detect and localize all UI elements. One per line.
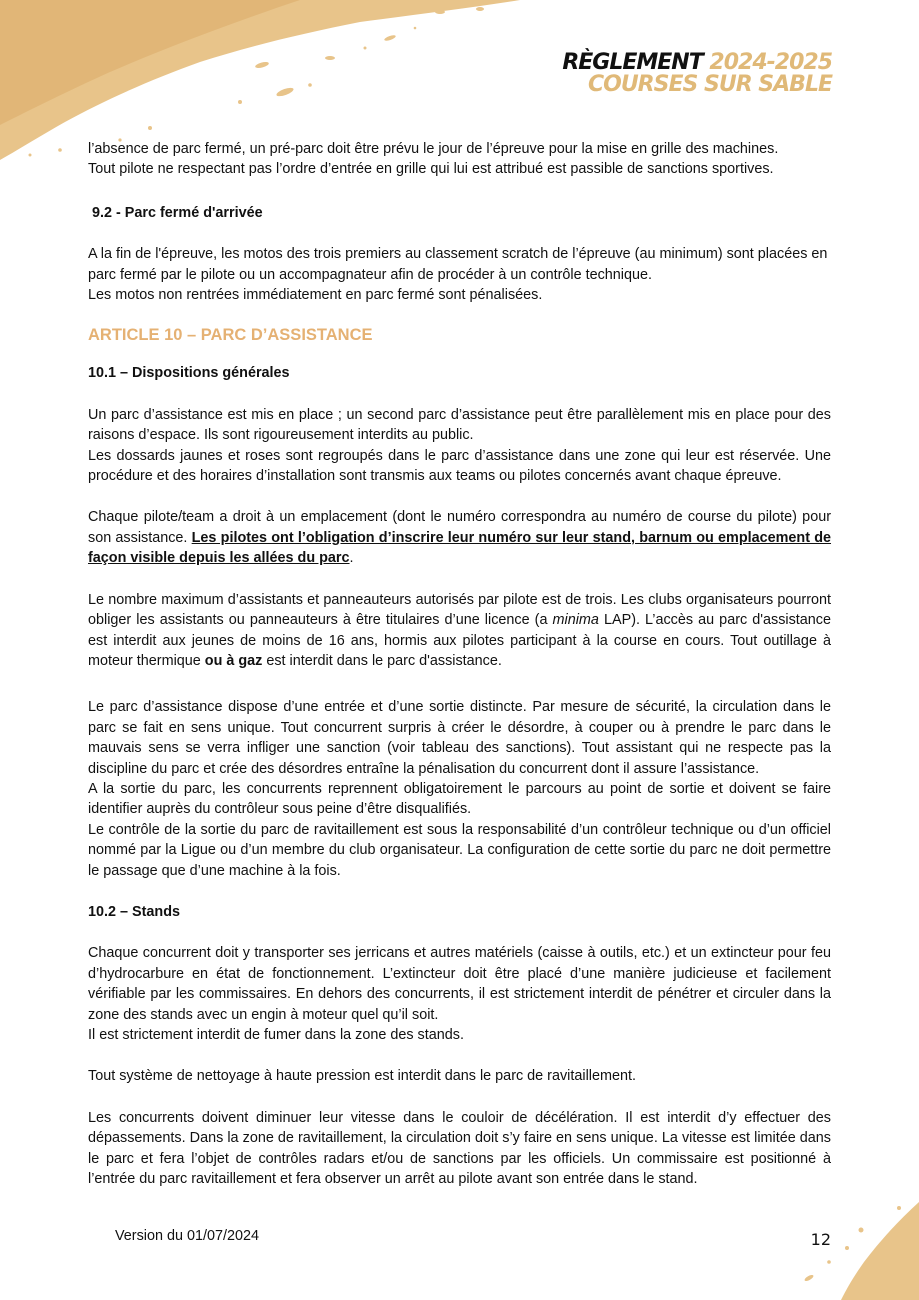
underlined-obligation: Les pilotes ont l’obligation d’inscrire leur numéro sur leur stand, barnum ou emplacement de façon visible depuis les allées du parc (88, 529, 832, 567)
brand-title: RÈGLEMENT (562, 50, 703, 75)
paragraph: Le contrôle de la sortie du parc de ravitaillement est sous la responsabilité d’un contrôleur technique ou d’un officiel nommé par la Ligue ou d’un membre du club organisateur. La configuration de cette sortie du parc ne doit permettre le passage que d’une machine à la fois. (88, 821, 831, 879)
paragraph: A la fin de l'épreuve, les motos des trois premiers au classement scratch de l’épreuve (au minimum) sont placées en parc fermé par le pilote ou un accompagnateur afin de procéder à un contrôle technique. (88, 246, 828, 283)
text-run: LAP). L’accès au parc d'assistance est interdit aux jeunes de moins de 16 ans, hormis aux pilotes participant à la course en cours. Tout outillage à moteur thermique (88, 612, 831, 669)
article-heading-10: ARTICLE 10 – PARC D’ASSISTANCE (88, 326, 373, 345)
paragraph: Tout système de nettoyage à haute pression est interdit dans le parc de ravitaillement. (88, 1068, 636, 1085)
bold-run: ou à gaz (204, 652, 263, 669)
paragraph: A la sortie du parc, les concurrents reprennent obligatoirement le parcours au point de sortie et doivent se faire identifier auprès du contrôleur sous peine d’être disqualifiés. (88, 780, 831, 818)
text-run: Le nombre maximum d’assistants et panneauteurs autorisés par pilote est de trois. Les clubs organisateurs pourront obliger les assistants ou panneauteurs à être titulaires d’une licence (a (88, 591, 831, 629)
paragraph: Les dossards jaunes et roses sont regroupés dans le parc d’assistance dans une zone qui leur est réservée. Une procédure et des horaires d’installation sont transmis aux teams ou pilotes concernés avant chaque épreuve. (88, 447, 831, 485)
paragraph: l’absence de parc fermé, un pré-parc doit être prévu le jour de l’épreuve pour la mise en grille des machines. (88, 141, 779, 157)
section-heading-10-2: 10.2 – Stands (88, 903, 180, 920)
document-body (88, 139, 831, 1189)
paragraph (88, 590, 831, 672)
footer-version: Version du 01/07/2024 (115, 1228, 260, 1244)
brand-logo (562, 52, 832, 96)
text-run: est interdit dans le parc d'assistance. (262, 652, 502, 669)
paragraph: Chaque concurrent doit y transporter ses jerricans et autres matériels (caisse à outils, etc.) et un extincteur pour feu d’hydrocarbure en état de fonctionnement. L’extincteur doit être placé d’une manière judicieuse et facilement vérifiable par les commissaires. En dehors des concurrents, il est strictement interdit de pénétrer et circuler dans la zone des stands avec un engin à moteur quel qu’il soit. (88, 945, 831, 1023)
paragraph: Tout pilote ne respectant pas l’ordre d’entrée en grille qui lui est attribué est passible de sanctions sportives. (88, 161, 774, 178)
text-run: . (349, 550, 354, 567)
brand-season: 2024-2025 (709, 50, 832, 75)
section-heading-10-1: 10.1 – Dispositions générales (88, 365, 290, 382)
paragraph: Les concurrents doivent diminuer leur vitesse dans le couloir de décélération. Il est interdit d’y effectuer des dépassements. Dans la zone de ravitaillement, la circulation doit s’y faire en sens unique. La vitesse est limitée dans le parc et fera l’objet de contrôles radars et/ou de sanctions par les officiels. Un commissaire est positionné à l’entrée du parc ravitaillement et fera observer un arrêt au pilote avant son entrée dans le stand. (88, 1109, 831, 1188)
text-run: Chaque pilote/team a droit à un emplacement (dont le numéro correspondra au numéro de course du pilote) pour son assistance. (88, 509, 831, 546)
brush-decoration-bottom-right (749, 1190, 919, 1300)
paragraph: Les motos non rentrées immédiatement en parc fermé sont pénalisées. (88, 287, 543, 304)
paragraph: Il est strictement interdit de fumer dans la zone des stands. (88, 1027, 464, 1043)
paragraph: Un parc d’assistance est mis en place ; un second parc d’assistance peut être parallèlement mis en place pour des raisons d’espace. Ils sont rigoureusement interdits au public. (88, 406, 831, 444)
section-heading-9-2: 9.2 - Parc fermé d'arrivée (92, 204, 263, 221)
brand-subtitle: COURSES SUR SABLE (587, 72, 832, 97)
page-number: 12 (810, 1230, 831, 1249)
italic-run: minima (552, 612, 599, 629)
paragraph (88, 507, 831, 568)
paragraph: Le parc d’assistance dispose d’une entrée et d’une sortie distincte. Par mesure de sécurité, la circulation dans le parc se fait en sens unique. Tout concurrent surpris à créer le désordre, à couper ou à prendre le parc dans le mauvais sens se verra infliger une sanction (voir tableau des sanctions). Tout assistant qui ne respecte pas la discipline du parc et crée des désordres entraîne la pénalisation du concurrent dont il assure l’assistance. (88, 699, 831, 777)
